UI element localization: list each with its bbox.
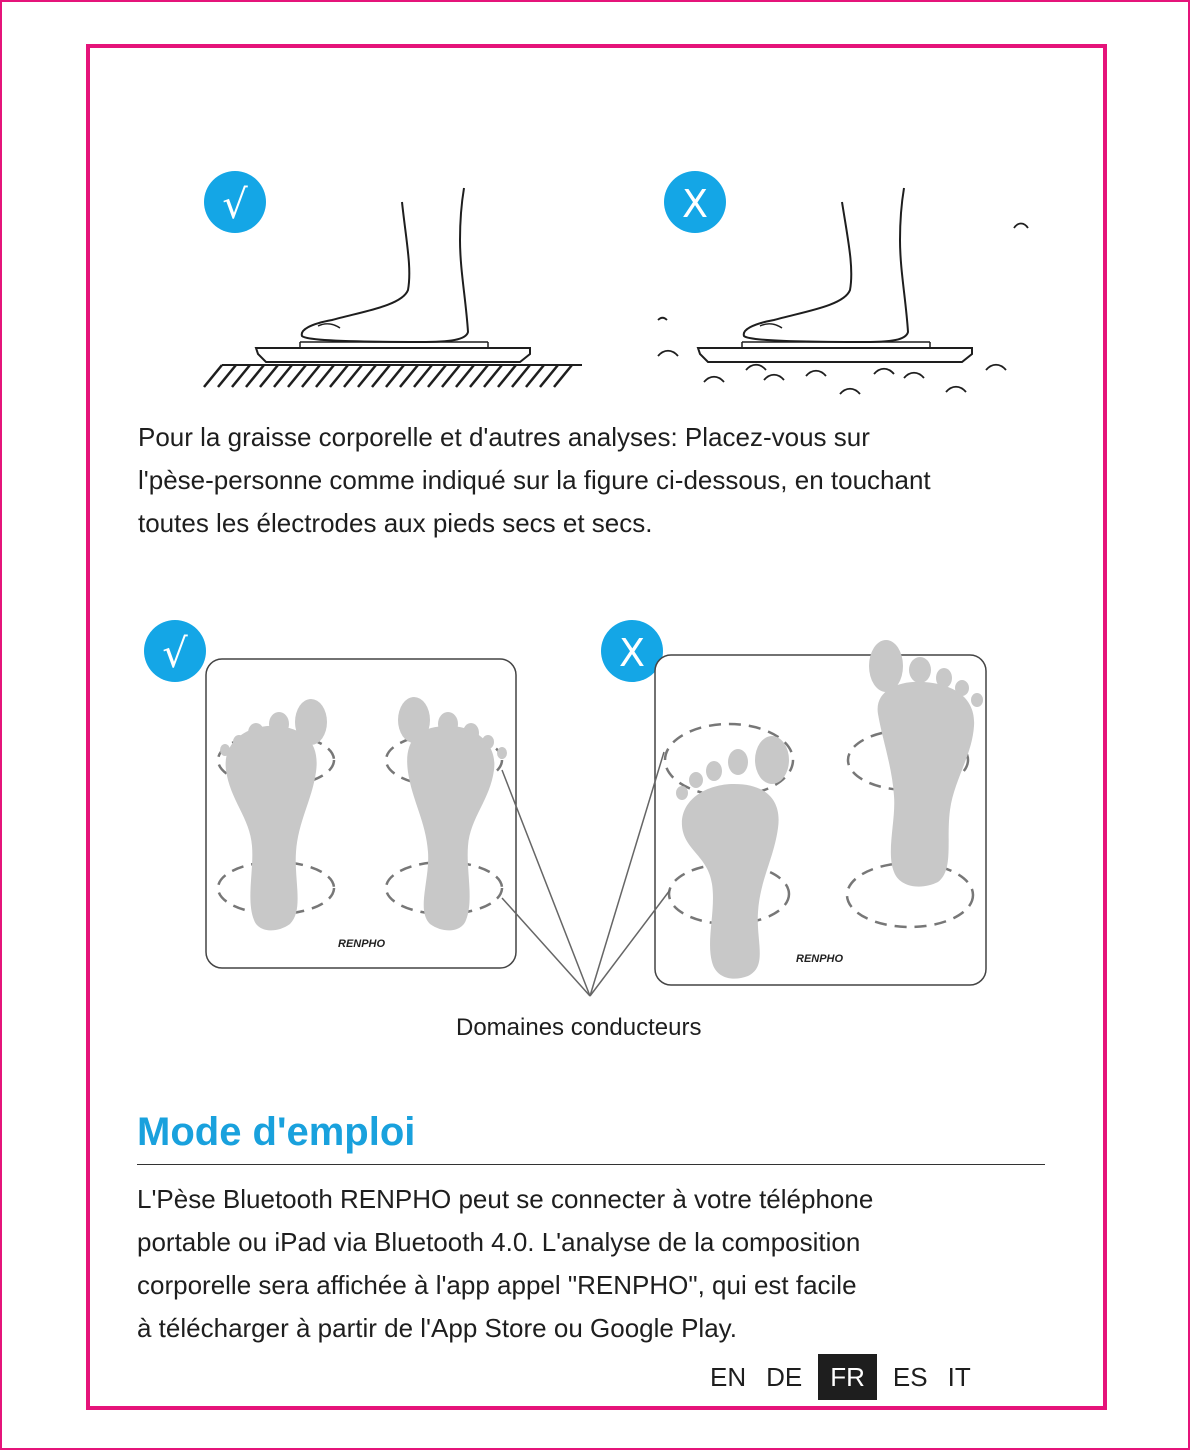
section-heading: Mode d'emploi [137,1110,416,1154]
instructions-line-2: l'pèse-personne comme indiqué sur la figure ci-dessous, en touchant [138,465,931,495]
lang-tab-it[interactable]: IT [947,1362,971,1392]
wrong-mark-icon-2 [601,620,663,682]
lang-tab-de[interactable]: DE [766,1362,803,1392]
instructions-line-3: toutes les électrodes aux pieds secs et secs. [138,508,653,538]
wrong-mark-icon [664,171,726,233]
language-selector [700,1354,981,1400]
conductive-area-leaders [502,752,670,996]
lang-tab-es[interactable]: ES [892,1362,928,1392]
scale-correct [206,659,516,968]
usage-paragraph [137,1178,873,1350]
scale-wrong [655,640,986,985]
lang-tab-en[interactable]: EN [710,1362,747,1392]
usage-line-3: corporelle sera affichée à l'app appel "RENPHO", qui est facile [137,1270,857,1300]
heading-divider [137,1164,1045,1165]
wrong-mark-glyph: X [681,182,709,226]
brand-label-wrong: RENPHO [796,953,844,965]
usage-line-2: portable ou iPad via Bluetooth 4.0. L'analyse de la composition [137,1227,861,1257]
brand-label-correct: RENPHO [338,938,386,950]
usage-line-1: L'Pèse Bluetooth RENPHO peut se connecter à votre téléphone [137,1184,874,1214]
correct-mark-glyph-2: √ [162,631,188,677]
correct-mark-icon-2 [144,620,206,682]
correct-mark-glyph: √ [222,182,248,228]
instructions-line-1: Pour la graisse corporelle et d'autres analyses: Placez-vous sur [138,422,870,452]
usage-line-4: à télécharger à partir de l'App Store ou Google Play. [137,1313,737,1343]
correct-mark-icon [204,171,266,233]
conductive-areas-caption: Domaines conducteurs [456,1014,702,1041]
wrong-mark-glyph-2: X [618,631,646,675]
instructions-paragraph [138,416,931,545]
lang-tab-fr[interactable]: FR [818,1354,877,1400]
